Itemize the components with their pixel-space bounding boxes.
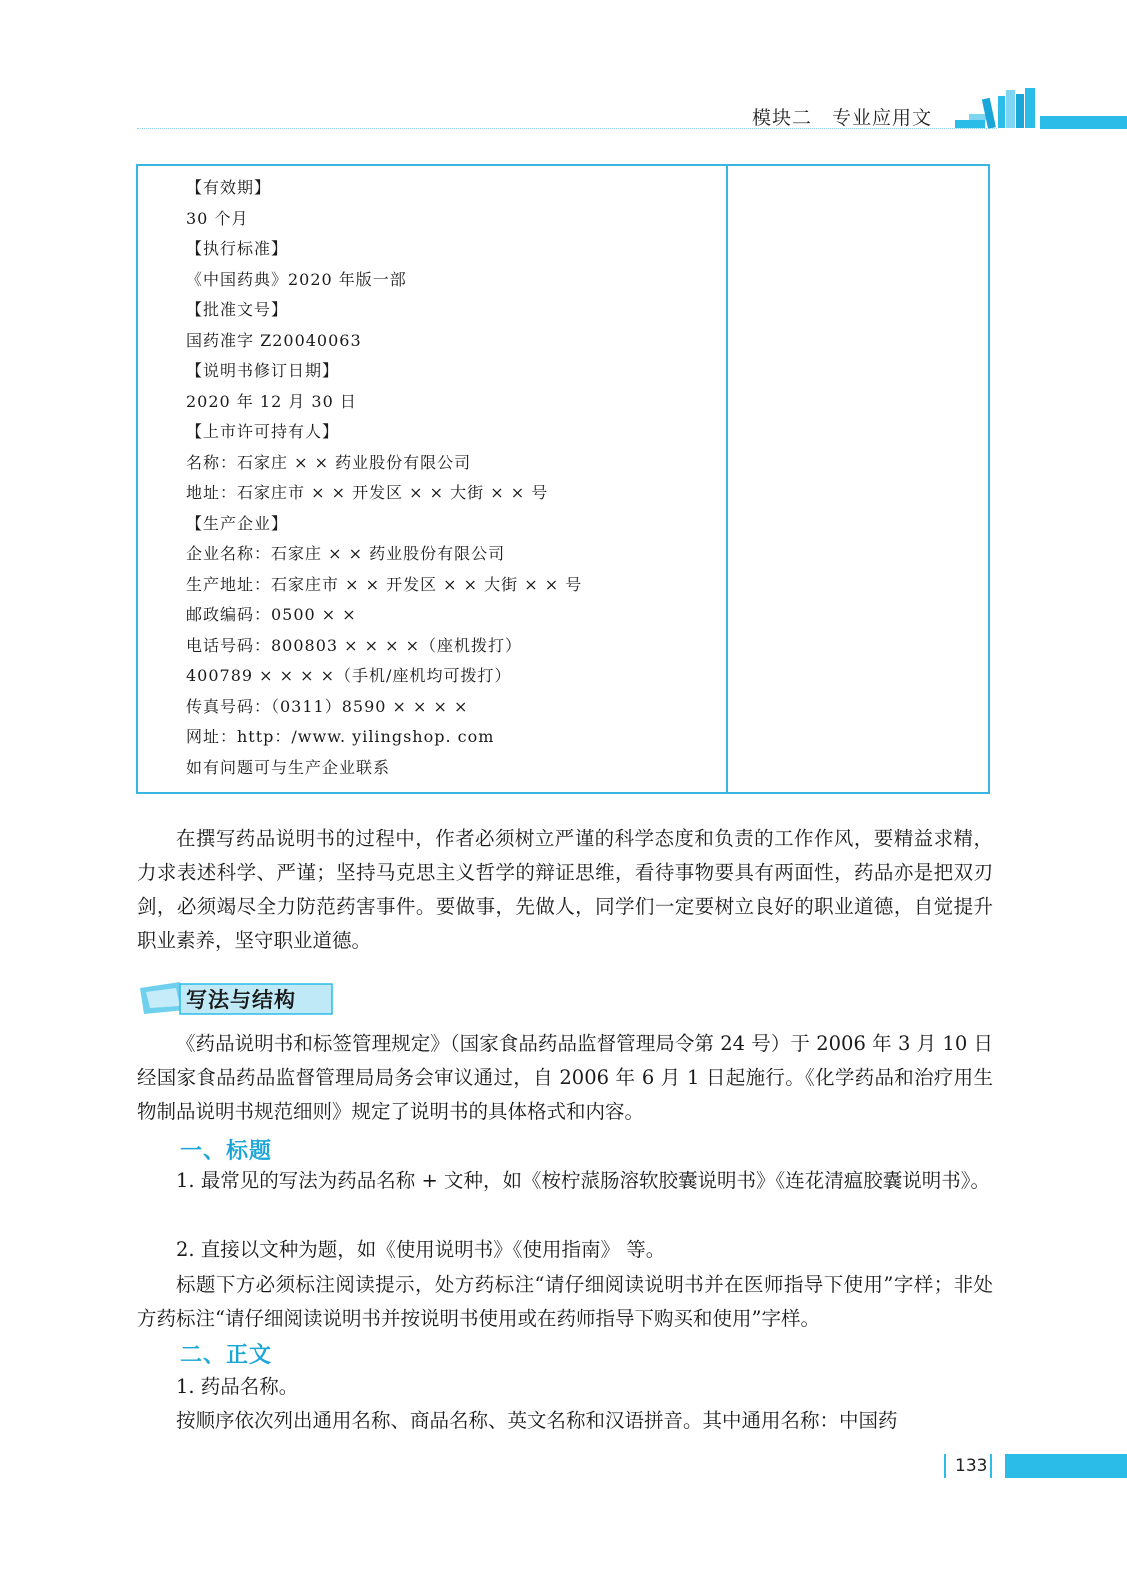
heading-body-section: 二、正文 [180, 1343, 273, 1368]
footer-accent-bar [1005, 1454, 1127, 1478]
header-divider [137, 128, 997, 129]
leaflet-line: 生产地址：石家庄市 × × 开发区 × × 大街 × × 号 [186, 574, 583, 594]
leaflet-line: 【执行标准】 [186, 239, 289, 258]
leaflet-line: 《中国药典》2020 年版一部 [186, 269, 407, 289]
leaflet-line: 30 个月 [186, 208, 249, 228]
leaflet-line: 2020 年 12 月 30 日 [186, 391, 357, 411]
leaflet-line: 企业名称：石家庄 × × 药业股份有限公司 [186, 544, 506, 563]
paragraph-reading-hint: 标题下方必须标注阅读提示，处方药标注“请仔细阅读说明书并在医师指导下使用”字样；非处方药标注“请仔细阅读说明书并按说明书使用或在药师指导下购买和使用”字样。 [137, 1273, 993, 1330]
leaflet-line: 如有问题可与生产企业联系 [186, 757, 391, 777]
paragraph-regulation: 《药品说明书和标签管理规定》（国家食品药品监督管理局令第 24 号）于 2006 年 3 月 10 日经国家食品药品监督管理局局务会审议通过，自 2006 年 6 月 1 日起施行。《化学药品和治疗用生物制品说明书规范细则》规定了说明书的具体格式和内容。 [137, 1032, 993, 1123]
heading-title-section: 一、标题 [180, 1139, 273, 1164]
leaflet-lines [186, 173, 582, 783]
leaflet-line: 邮政编码：0500 × × [186, 605, 357, 624]
leaflet-line: 名称：石家庄 × × 药业股份有限公司 [186, 452, 472, 472]
paragraph-title-rule-1: 1. 最常见的写法为药品名称 + 文种，如《桉柠蒎肠溶软胶囊说明书》《连花清瘟胶囊说明书》。 [176, 1169, 991, 1192]
leaflet-line: 国药准字 Z20040063 [186, 330, 362, 350]
leaflet-line: 电话号码：800803 × × × ×（座机拨打） [186, 635, 523, 655]
example-leaflet-box [136, 164, 990, 794]
leaflet-line: 【上市许可持有人】 [186, 422, 340, 441]
page-number-bar-left [944, 1454, 946, 1478]
paragraph-title-rule-2: 2. 直接以文种为题，如《使用说明书》《使用指南》 等。 [176, 1238, 666, 1261]
header-accent-bar [1040, 116, 1127, 129]
paragraph-ethics: 在撰写药品说明书的过程中，作者必须树立严谨的科学态度和负责的工作作风，要精益求精，力求表述科学、严谨；坚持马克思主义哲学的辩证思维，看待事物要具有两面性，药品亦是把双刃剑，必须竭尽全力防范药害事件。要做事，先做人，同学们一定要树立良好的职业道德，自觉提升职业素养，坚守职业道德。 [137, 827, 993, 952]
books-logo-icon [955, 86, 1039, 130]
chapter-header-title: 模块二 专业应用文 [752, 107, 933, 129]
page-number: 133 [955, 1456, 988, 1476]
leaflet-line: 【有效期】 [186, 178, 272, 197]
paragraph-drug-name: 1. 药品名称。 [176, 1375, 299, 1398]
box-column-divider [726, 166, 728, 792]
section-banner-title: 写法与结构 [186, 988, 296, 1012]
paragraph-name-order: 按顺序依次列出通用名称、商品名称、英文名称和汉语拼音。其中通用名称：中国药 [176, 1409, 898, 1432]
leaflet-line: 【生产企业】 [186, 513, 289, 533]
leaflet-line: 400789 × × × ×（手机/座机均可拨打） [186, 666, 512, 685]
leaflet-line: 网址：http：/www. yilingshop. com [186, 727, 495, 746]
page-number-bar-right [990, 1454, 992, 1478]
leaflet-line: 【批准文号】 [186, 300, 289, 319]
leaflet-line: 传真号码：（0311）8590 × × × × [186, 696, 469, 716]
leaflet-line: 【说明书修订日期】 [186, 361, 340, 380]
leaflet-line: 地址：石家庄市 × × 开发区 × × 大街 × × 号 [186, 483, 549, 502]
